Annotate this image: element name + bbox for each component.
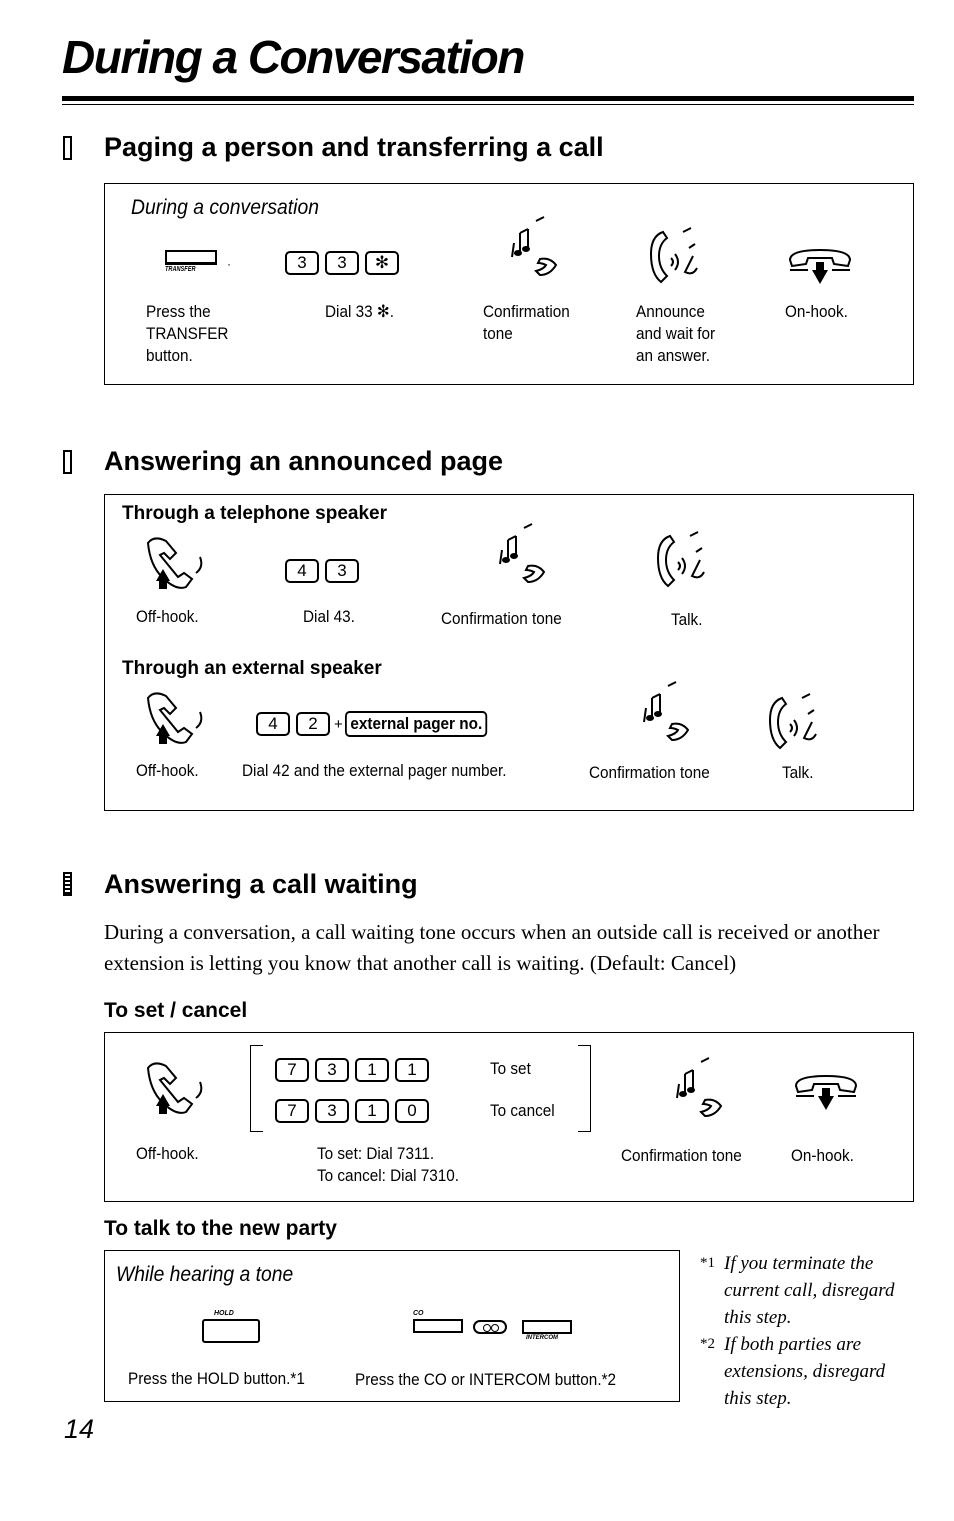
co-key [413, 1310, 463, 1333]
step-caption: Off-hook. [136, 607, 199, 626]
co-key-label: CO [413, 1310, 424, 1317]
talk-icon [764, 692, 826, 754]
page-number: 14 [64, 1414, 95, 1444]
dial-keys [285, 559, 365, 583]
step-caption: Confirmation tone [621, 1146, 742, 1165]
footnote-text: If you terminate the current call, disregard this step. [724, 1253, 895, 1328]
step-caption: Dial 43. [303, 607, 355, 626]
title-rule-thin [62, 104, 914, 105]
step-caption: On-hook. [785, 302, 848, 321]
talk-icon [645, 226, 707, 288]
bracket-right [578, 1045, 591, 1132]
confirmation-tone-icon [488, 520, 558, 590]
bracket-left [250, 1045, 263, 1132]
step-caption: Off-hook. [136, 1144, 199, 1163]
step-caption: Confirmation tone [441, 609, 562, 628]
subheading-telephone-speaker: Through a telephone speaker [122, 503, 387, 524]
confirmation-tone-icon [665, 1054, 735, 1124]
key: 3 [315, 1099, 349, 1123]
context-label: During a conversation [131, 196, 319, 219]
or-icon [473, 1320, 507, 1334]
section-marker [63, 450, 72, 474]
cancel-label: To cancel [490, 1101, 555, 1120]
key: 0 [395, 1099, 429, 1123]
step-caption: Confirmation tone [589, 763, 710, 782]
key: 2 [296, 712, 330, 736]
subheading-set-cancel: To set / cancel [104, 999, 248, 1022]
hold-key-label: HOLD [214, 1310, 234, 1317]
section-heading-announced-page: Answering an announced page [104, 446, 504, 476]
talk-icon [652, 530, 714, 592]
step-caption: On-hook. [791, 1146, 854, 1165]
dial-keys [285, 251, 405, 275]
transfer-key-label: TRANSFER [165, 266, 196, 273]
transfer-dot: · [227, 257, 231, 271]
step-caption: Talk. [782, 763, 814, 782]
off-hook-icon [140, 533, 210, 597]
step-caption: Announce and wait for an answer. [636, 302, 716, 365]
key: 4 [285, 559, 319, 583]
key: 7 [275, 1099, 309, 1123]
intercom-key [522, 1320, 572, 1341]
key: 4 [256, 712, 290, 736]
step-caption: Confirmation tone [483, 302, 570, 343]
footnote-mark: *2 [700, 1336, 715, 1352]
external-pager-key: external pager no. [345, 711, 488, 737]
plus-sign: + [334, 715, 343, 733]
key: 1 [355, 1099, 389, 1123]
key: 3 [315, 1058, 349, 1082]
step-caption: Press the HOLD button.*1 [128, 1369, 305, 1388]
section-heading-paging: Paging a person and transferring a call [104, 132, 604, 162]
section-marker [63, 136, 72, 160]
footnotes [700, 1250, 914, 1412]
key: 3 [325, 251, 359, 275]
on-hook-icon [784, 244, 856, 290]
subheading-new-party: To talk to the new party [104, 1217, 337, 1240]
subheading-external-speaker: Through an external speaker [122, 658, 382, 679]
step-caption: Press the CO or INTERCOM button.*2 [355, 1370, 617, 1389]
key: 3 [285, 251, 319, 275]
footnote [700, 1250, 914, 1331]
key: 7 [275, 1058, 309, 1082]
context-label: While hearing a tone [116, 1263, 294, 1286]
confirmation-tone-icon [500, 213, 570, 283]
key: 1 [395, 1058, 429, 1082]
step-caption: To set: Dial 7311. To cancel: Dial 7310. [317, 1144, 460, 1185]
on-hook-icon [790, 1070, 862, 1116]
footnote-text: If both parties are extensions, disregard this step. [724, 1334, 886, 1409]
off-hook-icon [140, 688, 210, 752]
section-marker [63, 872, 72, 896]
step-caption: Press the TRANSFER button. [146, 302, 229, 365]
cancel-keys [275, 1099, 435, 1123]
key: ✻ [365, 251, 399, 275]
step-caption: Off-hook. [136, 761, 199, 780]
step-caption: Dial 33 ✻. [325, 302, 394, 321]
step-caption: Dial 42 and the external pager number. [242, 761, 507, 780]
transfer-key [165, 250, 217, 273]
confirmation-tone-icon [632, 678, 702, 748]
set-keys [275, 1058, 435, 1082]
key: 1 [355, 1058, 389, 1082]
page-title: During a Conversation [62, 31, 524, 83]
section-heading-call-waiting: Answering a call waiting [104, 869, 418, 899]
key: 3 [325, 559, 359, 583]
footnote-mark: *1 [700, 1255, 715, 1271]
set-label: To set [490, 1059, 531, 1078]
footnote [700, 1331, 914, 1412]
hold-key [202, 1310, 260, 1343]
intercom-key-label: INTERCOM [526, 1335, 558, 1341]
off-hook-icon [140, 1058, 210, 1122]
call-waiting-description: During a conversation, a call waiting tone occurs when an outside call is received or another extension is letting you know that another call is waiting. (Default: Cancel) [104, 920, 880, 975]
title-rule [62, 96, 914, 101]
dial-keys [256, 711, 503, 737]
step-caption: Talk. [671, 610, 703, 629]
